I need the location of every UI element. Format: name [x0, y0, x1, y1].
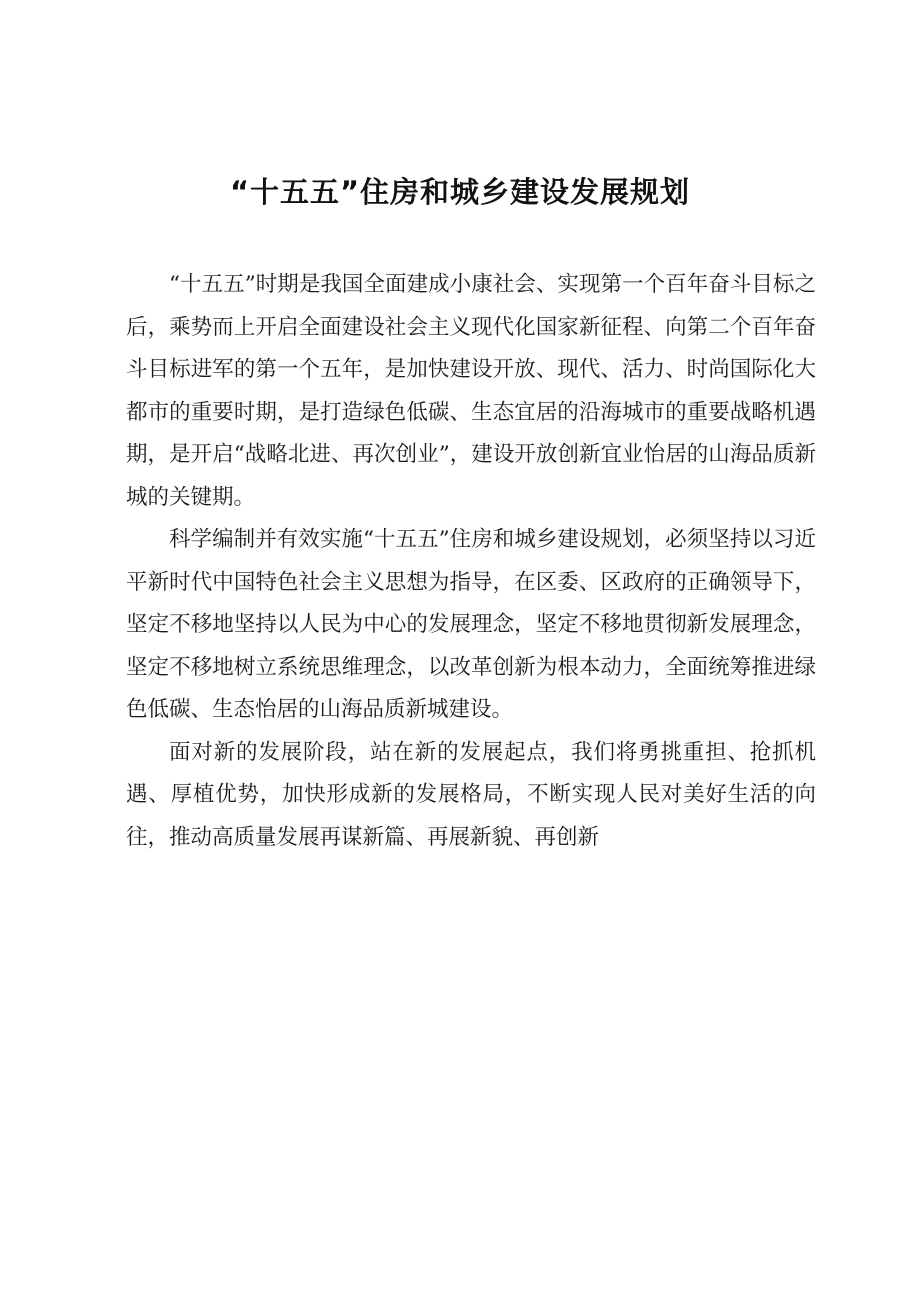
paragraph-2: 科学编制并有效实施“十五五”住房和城乡建设规划，必须坚持以习近平新时代中国特色社会主义思想为指导，在区委、区政府的正确领导下，坚定不移地坚持以人民为中心的发展理念，坚定不移地贯彻新发展理念，坚定不移地树立系统思维理念，以改革创新为根本动力，全面统筹推进绿色低碳、生态怡居的山海品质新城建设。	[126, 527, 816, 722]
paragraph-1: “十五五”时期是我国全面建成小康社会、实现第一个百年奋斗目标之后，乘势而上开启全面建设社会主义现代化国家新征程、向第二个百年奋斗目标进军的第一个五年，是加快建设开放、现代、活力、时尚国际化大都市的重要时期，是打造绿色低碳、生态宜居的沿海城市的重要战略机遇期，是开启“战略北进、再次创业”，建设开放创新宜业怡居的山海品质新城的关键期。	[126, 272, 816, 510]
document-title: “十五五”住房和城乡建设发展规划	[229, 175, 691, 209]
document-body	[126, 264, 816, 859]
paragraph-3: 面对新的发展阶段，站在新的发展起点，我们将勇挑重担、抢抓机遇、厚植优势，加快形成新的发展格局，不断实现人民对美好生活的向往，推动高质量发展再谋新篇、再展新貌、再创新	[126, 739, 816, 850]
